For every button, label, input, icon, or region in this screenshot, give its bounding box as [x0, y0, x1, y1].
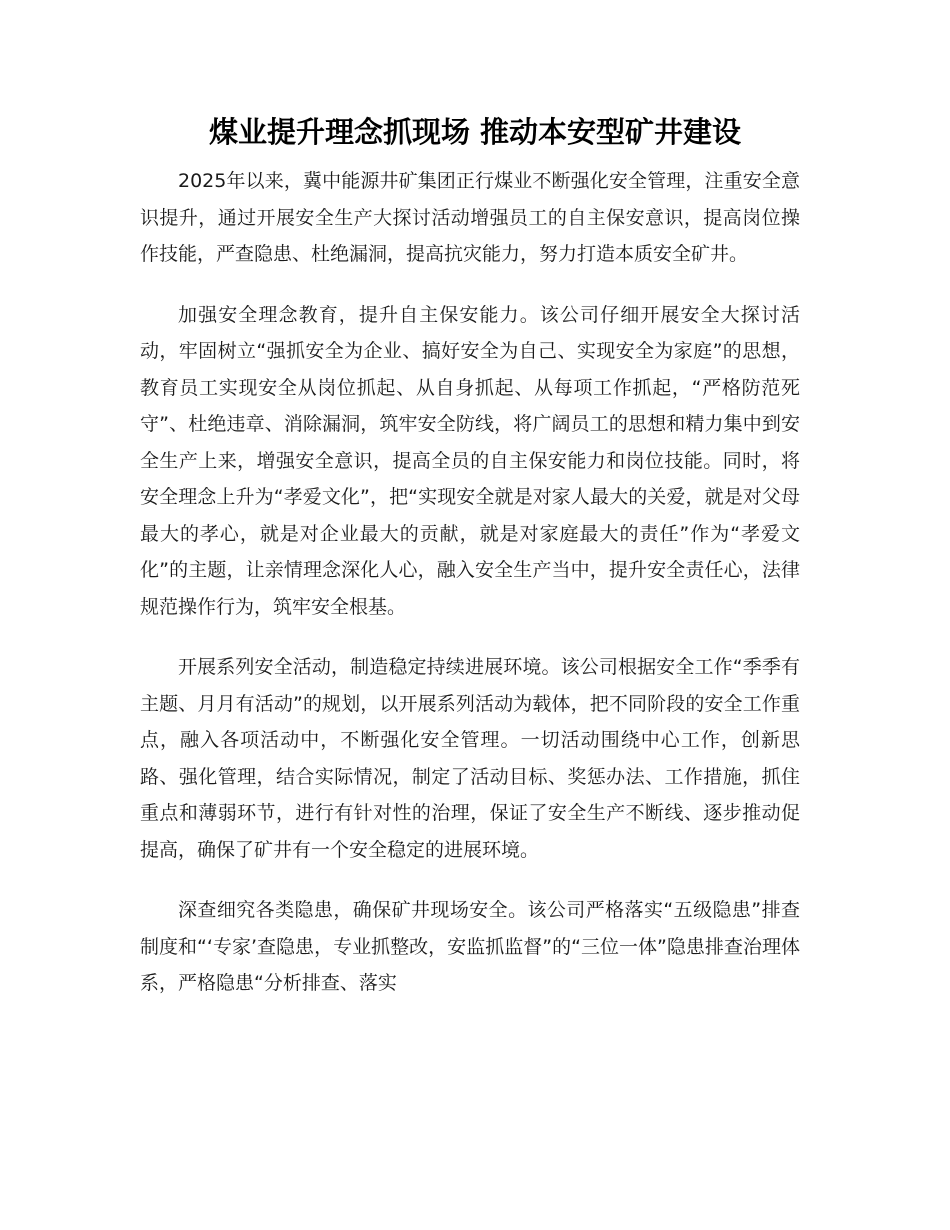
document-title: 煤业提升理念抓现场 推动本安型矿井建设 [208, 115, 742, 149]
paragraph-hazard-inspection: 深查细究各类隐患，确保矿井现场安全。该公司严格落实“五级隐患”排查制度和“‘专家’查隐患，专业抓整改，安监抓监督”的“三位一体”隐患排查治理体系，严格隐患“分析排查、落实 [140, 899, 800, 994]
document-body [140, 163, 800, 1002]
paragraph-safety-education: 加强安全理念教育，提升自主保安能力。该公司仔细开展安全大探讨活动，牢固树立“强抓安全为企业、搞好安全为自己、实现安全为家庭”的思想，教育员工实现安全从岗位抓起、从自身抓起、从每项工作抓起，“严格防范死守”、杜绝违章、消除漏洞，筑牢安全防线，将广阔员工的思想和精力集中到安全生产上来，增强安全意识，提高全员的自主保安能力和岗位技能。同时，将安全理念上升为“孝爱文化”，把“实现安全就是对家人最大的关爱，就是对父母最大的孝心，就是对企业最大的贡献，就是对家庭最大的责任”作为“孝爱文化”的主题，让亲情理念深化人心，融入安全生产当中，提升安全责任心，法律规范操作行为，筑牢安全根基。 [140, 303, 800, 618]
paragraph-intro: 2025年以来，冀中能源井矿集团正行煤业不断强化安全管理，注重安全意识提升，通过开展安全生产大探讨活动增强员工的自主保安意识，提高岗位操作技能，严查隐患、杜绝漏洞，提高抗灾能力，努力打造本质安全矿井。 [140, 170, 800, 265]
paragraph-safety-activities: 开展系列安全活动，制造稳定持续进展环境。该公司根据安全工作“季季有主题、月月有活动”的规划，以开展系列活动为载体，把不同阶段的安全工作重点，融入各项活动中，不断强化安全管理。一切活动围绕中心工作，创新思路、强化管理，结合实际情况，制定了活动目标、奖惩办法、工作措施，抓住重点和薄弱环节，进行有针对性的治理，保证了安全生产不断线、逐步推动促提高，确保了矿井有一个安全稳定的进展环境。 [140, 656, 800, 861]
